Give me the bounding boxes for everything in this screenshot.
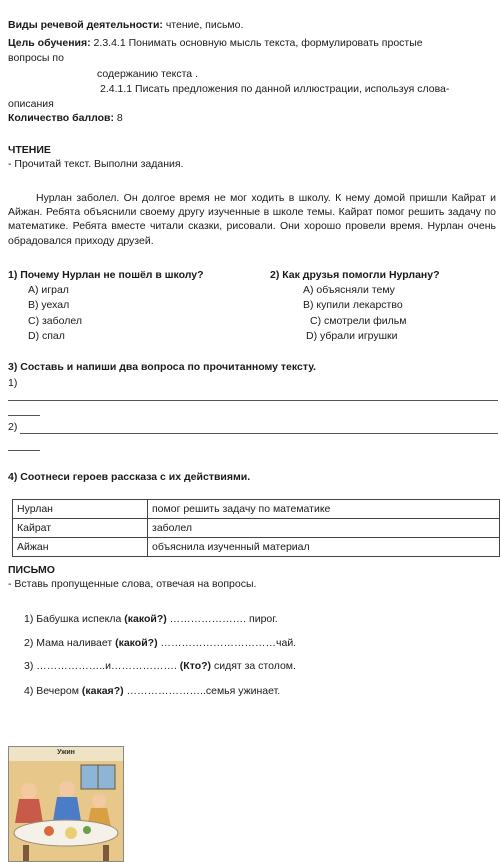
- writing-item-text: 4) Вечером: [24, 685, 82, 697]
- writing-item-question: (какой?): [115, 637, 158, 649]
- writing-title: ПИСЬМО: [8, 564, 55, 576]
- reading-instruction: - Прочитай текст. Выполни задания.: [8, 158, 184, 170]
- writing-item-text: ……………………………чай.: [157, 637, 297, 649]
- writing-item-text: 1) Бабушка испекла: [24, 613, 125, 625]
- writing-item-2[interactable]: [24, 636, 296, 650]
- learning-goal-text-5: описания: [8, 98, 54, 110]
- q2-option-a[interactable]: А) объясняли тему: [303, 284, 395, 296]
- learning-goal-line: [8, 36, 423, 50]
- learning-goal-text-4: 2.4.1.1 Писать предложения по данной иллюстрации, используя слова-: [100, 83, 450, 95]
- learning-goal-text: 2.3.4.1 Понимать основную мысль текста, формулировать простые: [90, 37, 423, 49]
- writing-item-text: сидят за столом.: [211, 660, 296, 672]
- q3-answer-label-2: 2): [8, 421, 18, 433]
- writing-item-text: 3) ………………..и……………….: [24, 660, 180, 672]
- q2-option-b[interactable]: В) купили лекарство: [303, 299, 403, 311]
- learning-goal-text-3: содержанию текста .: [97, 68, 198, 80]
- writing-item-4[interactable]: [24, 684, 280, 698]
- speech-activities-value: чтение, письмо.: [162, 19, 244, 31]
- points-value: 8: [114, 112, 123, 124]
- q3-answer-line-1[interactable]: [8, 400, 498, 401]
- q3-answer-label-1: 1): [8, 377, 18, 389]
- question-3-title: 3) Составь и напиши два вопроса по прочитанному тексту.: [8, 361, 317, 373]
- q1-option-c[interactable]: С) заболел: [28, 315, 83, 327]
- points-label: Количество баллов:: [8, 112, 115, 124]
- reading-title: ЧТЕНИЕ: [8, 144, 51, 156]
- q3-answer-line-1-cont[interactable]: [8, 415, 40, 416]
- writing-item-1[interactable]: [24, 612, 278, 626]
- q1-option-d[interactable]: D) спал: [28, 330, 65, 342]
- hero-cell[interactable]: Кайрат: [13, 519, 148, 538]
- question-1-title: 1) Почему Нурлан не пошёл в школу?: [8, 269, 204, 281]
- hero-cell[interactable]: Айжан: [13, 538, 148, 557]
- hero-cell[interactable]: Нурлан: [13, 500, 148, 519]
- question-4-title: 4) Соотнеси героев рассказа с их действиями.: [8, 471, 251, 483]
- q1-option-b[interactable]: В) уехал: [28, 299, 70, 311]
- writing-item-question: (какой?): [124, 613, 167, 625]
- learning-goal-text-2: вопросы по: [8, 52, 64, 64]
- illustration-caption: Ужин: [57, 749, 75, 756]
- q1-option-a[interactable]: А) играл: [28, 284, 69, 296]
- action-cell[interactable]: помог решить задачу по математике: [148, 500, 500, 519]
- points-line: [8, 111, 123, 125]
- question-2-title: 2) Как друзья помогли Нурлану?: [270, 269, 440, 281]
- table-row: [13, 500, 500, 519]
- table-row: [13, 519, 500, 538]
- table-row: [13, 538, 500, 557]
- family-dinner-drawing: [9, 761, 123, 861]
- writing-item-3[interactable]: [24, 659, 296, 673]
- writing-item-text: …………………. пирог.: [166, 613, 278, 625]
- action-cell[interactable]: объяснила изученный материал: [148, 538, 500, 557]
- dinner-illustration: [8, 746, 124, 862]
- q2-option-d[interactable]: D) убрали игрушки: [306, 330, 398, 342]
- action-cell[interactable]: заболел: [148, 519, 500, 538]
- writing-item-text: …………………..семья ужинает.: [123, 685, 281, 697]
- reading-text: Нурлан заболел. Он долгое время не мог ходить в школу. К нему домой пришли Кайрат и Айжан. Ребята объяснили своему другу изученные в школе темы. Кайрат помог решить задачу по математике. Ребята вместе читали сказки, рисовали. Они хорошо провели время. Нурлан очень обрадовался приходу друзей.: [8, 192, 496, 247]
- learning-goal-label: Цель обучения:: [8, 37, 91, 49]
- writing-item-question: (какая?): [81, 685, 124, 697]
- speech-activities-line: [8, 18, 243, 32]
- q3-answer-line-2[interactable]: [20, 433, 498, 434]
- matching-table: [12, 499, 500, 557]
- writing-item-question: (Кто?): [179, 660, 212, 672]
- writing-item-text: 2) Мама наливает: [24, 637, 116, 649]
- writing-instruction: - Вставь пропущенные слова, отвечая на вопросы.: [8, 578, 257, 590]
- speech-activities-label: Виды речевой деятельности:: [8, 19, 163, 31]
- q3-answer-line-2-cont[interactable]: [8, 450, 40, 451]
- q2-option-c[interactable]: С) смотрели фильм: [310, 315, 407, 327]
